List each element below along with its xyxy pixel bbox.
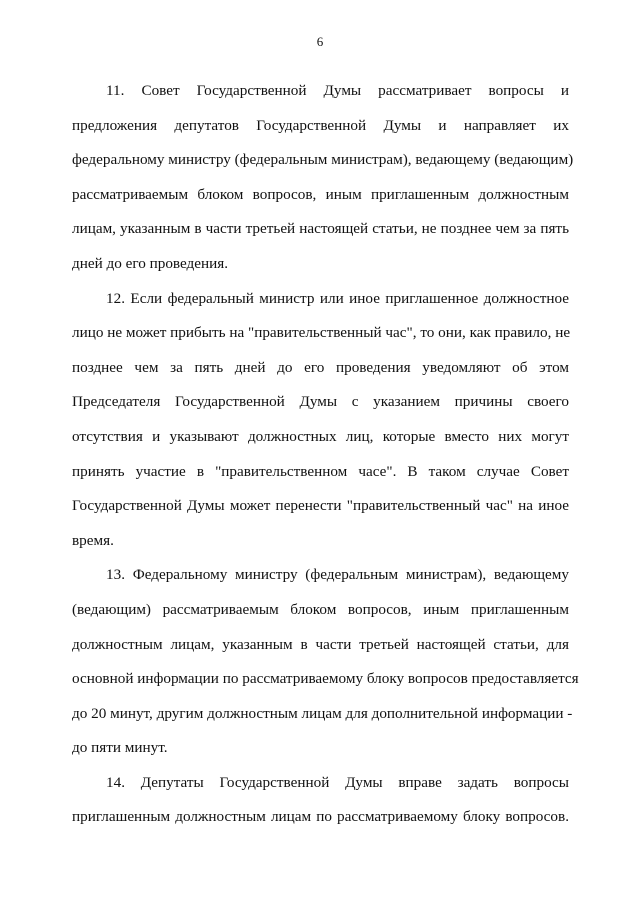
paragraph-line: (ведающим) рассматриваемым блоком вопросов, иным приглашенным	[72, 600, 569, 618]
paragraph-line: федеральному министру (федеральным министрам), ведающему (ведающим)	[72, 151, 574, 169]
page-number: 6	[316, 34, 324, 49]
paragraph-line: рассматриваемым блоком вопросов, иным приглашенным должностным	[72, 185, 569, 203]
paragraph-line: отсутствия и указывают должностных лиц, которые вместо них могут	[72, 427, 569, 445]
paragraph-line: приглашенным должностным лицам по рассматриваемому блоку вопросов.	[72, 808, 569, 826]
paragraph-line: 11. Совет Государственной Думы рассматривает вопросы и	[106, 82, 569, 99]
paragraph-line: 13. Федеральному министру (федеральным министрам), ведающему	[106, 566, 569, 584]
paragraph-12	[72, 289, 569, 566]
paragraph-line: до 20 минут, другим должностным лицам для дополнительной информации -	[72, 704, 573, 722]
paragraph-line: время.	[72, 531, 114, 549]
paragraph-line: 14. Депутаты Государственной Думы вправе задать вопросы	[106, 773, 569, 791]
paragraph-line: до пяти минут.	[72, 739, 168, 757]
paragraph-line: 12. Если федеральный министр или иное приглашенное должностное	[106, 289, 569, 307]
paragraph-11	[72, 81, 574, 289]
paragraph-line: основной информации по рассматриваемому блоку вопросов предоставляется	[72, 670, 579, 688]
paragraph-line: Председателя Государственной Думы с указанием причины своего	[72, 393, 569, 411]
paragraph-line: лицо не может прибыть на "правительственный час", то они, как правило, не	[72, 324, 571, 342]
paragraph-line: позднее чем за пять дней до его проведения уведомляют об этом	[72, 358, 569, 376]
paragraph-13	[72, 565, 579, 773]
paragraph-line: Государственной Думы может перенести "правительственный час" на иное	[72, 497, 569, 515]
paragraph-line: должностным лицам, указанным в части третьей настоящей статьи, для	[72, 635, 569, 653]
paragraph-line: лицам, указанным в части третьей настоящей статьи, не позднее чем за пять	[72, 220, 569, 238]
paragraph-line: принять участие в "правительственном часе". В таком случае Совет	[72, 462, 569, 480]
paragraph-line: дней до его проведения.	[72, 254, 229, 272]
paragraph-line: предложения депутатов Государственной Думы и направляет их	[72, 116, 569, 134]
paragraph-14	[72, 773, 569, 842]
document-body	[72, 81, 579, 842]
